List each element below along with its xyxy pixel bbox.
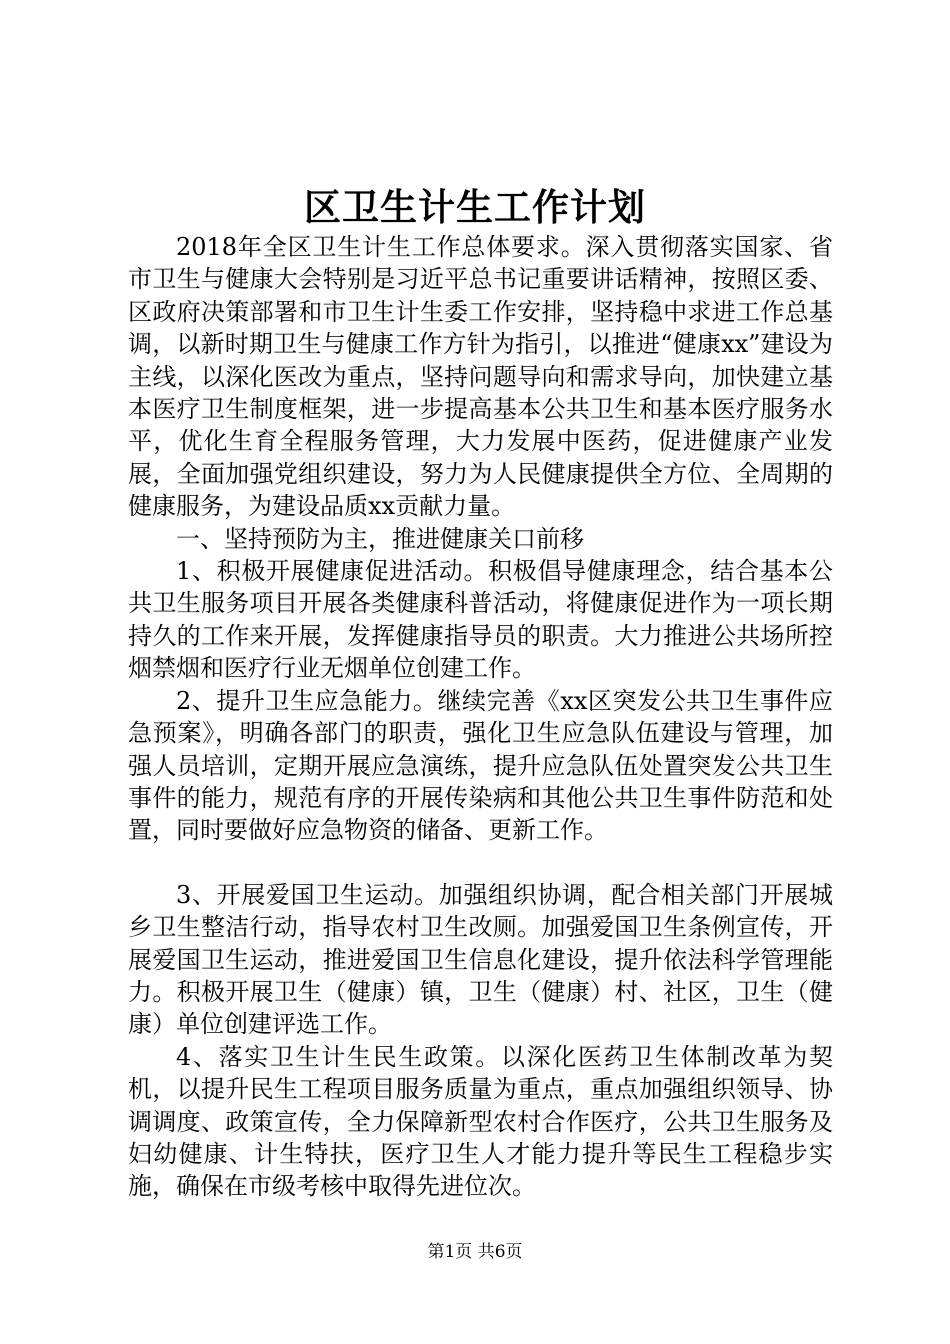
document-body — [128, 231, 833, 1203]
document-title: 区卫生计生工作计划 — [304, 185, 646, 229]
page-number-footer: 第1页 共6页 — [427, 1242, 523, 1262]
paragraph-item-3: 3、开展爱国卫生运动。加强组织协调，配合相关部门开展城乡卫生整洁行动，指导农村卫生改厕。加强爱国卫生条例宣传，开展爱国卫生运动，推进爱国卫生信息化建设，提升依法科学管理能力。积极开展卫生（健康）镇，卫生（健康）村、社区，卫生（健康）单位创建评选工作。 — [128, 880, 833, 1039]
paragraph-item-1: 1、积极开展健康促进活动。积极倡导健康理念，结合基本公共卫生服务项目开展各类健康科普活动，将健康促进作为一项长期持久的工作来开展，发挥健康指导员的职责。大力推进公共场所控烟禁烟和医疗行业无烟单位创建工作。 — [128, 557, 833, 683]
paragraph-intro: 2018年全区卫生计生工作总体要求。深入贯彻落实国家、省市卫生与健康大会特别是习近平总书记重要讲话精神，按照区委、区政府决策部署和市卫生计生委工作安排，坚持稳中求进工作总基调，以新时期卫生与健康工作方针为指引，以推进“健康xx”建设为主线，以深化医改为重点，坚持问题导向和需求导向，加快建立基本医疗卫生制度框架，进一步提高基本公共卫生和基本医疗服务水平，优化生育全程服务管理，大力发展中医药，促进健康产业发展，全面加强党组织建设，努力为人民健康提供全方位、全周期的健康服务，为建设品质xx贡献力量。 — [128, 233, 833, 521]
paragraph-item-4: 4、落实卫生计生民生政策。以深化医药卫生体制改革为契机，以提升民生工程项目服务质量为重点，重点加强组织领导、协调调度、政策宣传，全力保障新型农村合作医疗，公共卫生服务及妇幼健康、计生特扶，医疗卫生人才能力提升等民生工程稳步实施，确保在市级考核中取得先进位次。 — [128, 1042, 833, 1201]
paragraph-item-2: 2、提升卫生应急能力。继续完善《xx区突发公共卫生事件应急预案》，明确各部门的职责，强化卫生应急队伍建设与管理，加强人员培训，定期开展应急演练，提升应急队伍处置突发公共卫生事件的能力，规范有序的开展传染病和其他公共卫生事件防范和处置，同时要做好应急物资的储备、更新工作。 — [128, 686, 833, 845]
section-heading-1: 一、坚持预防为主，推进健康关口前移 — [176, 524, 584, 553]
